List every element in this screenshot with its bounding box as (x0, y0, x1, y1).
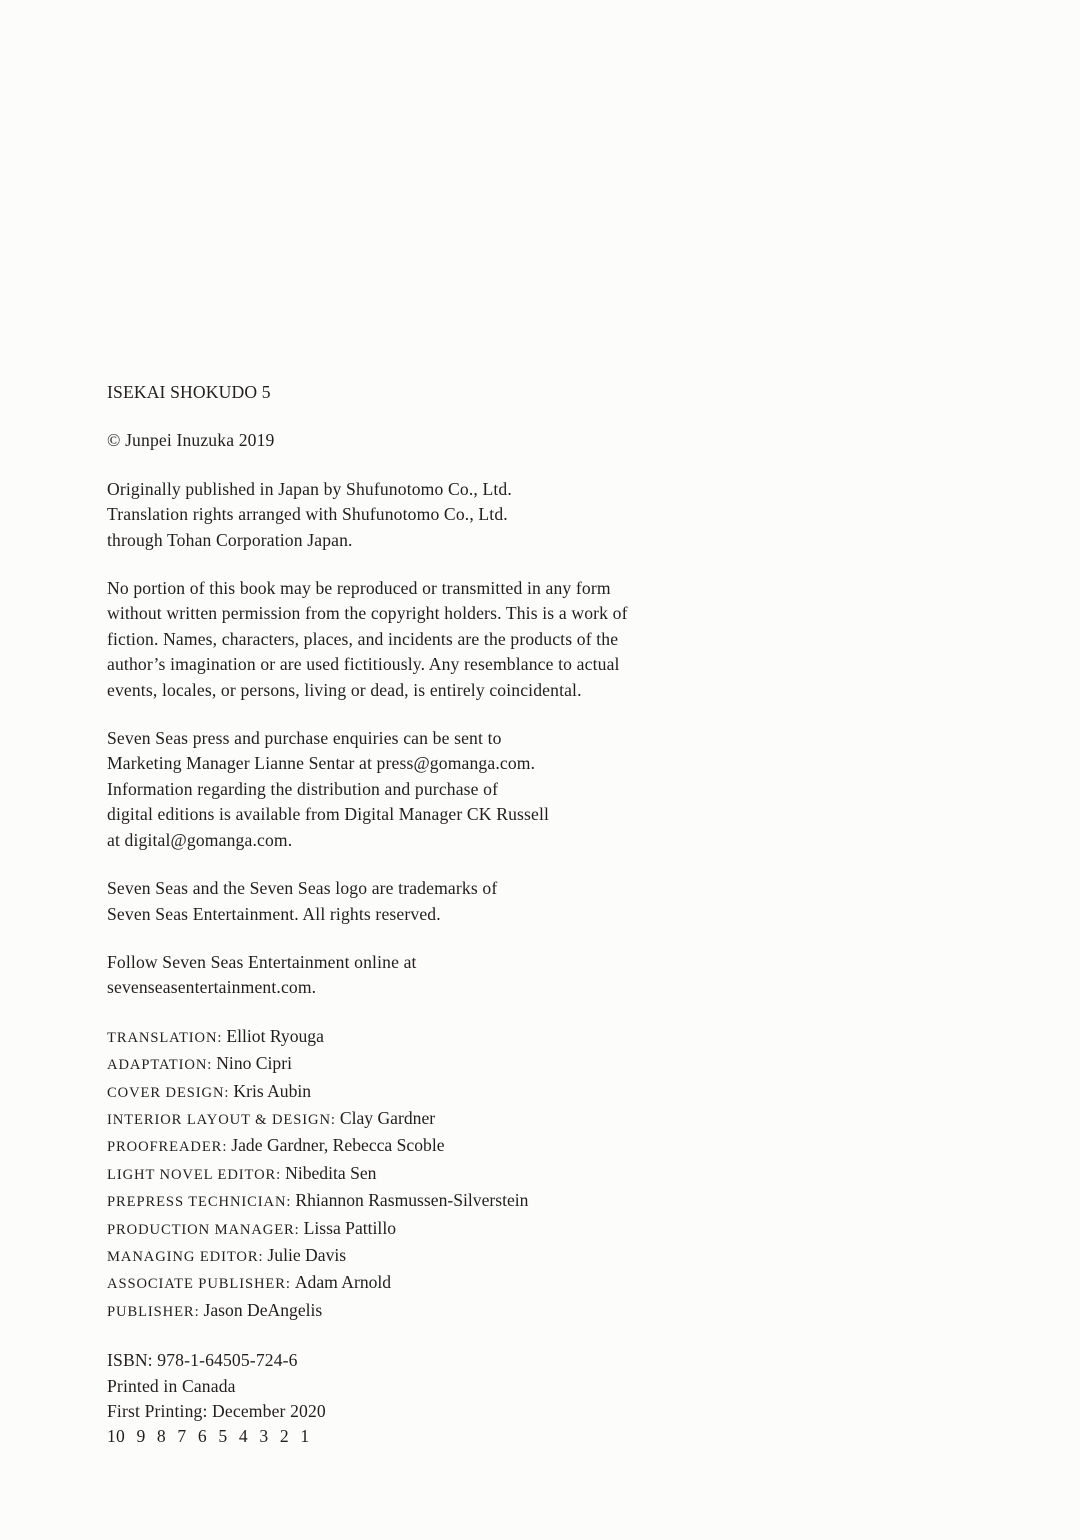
credit-line-proofreader (107, 1133, 987, 1160)
trademark-block (107, 876, 987, 927)
credit-line-cover-design (107, 1079, 987, 1106)
follow-line: sevenseasentertainment.com. (107, 977, 317, 998)
credit-role-label: PUBLISHER: (107, 1303, 200, 1320)
publication-block (107, 477, 987, 553)
credit-role-label: ADAPTATION: (107, 1057, 213, 1074)
contact-line: Marketing Manager Lianne Sentar at press@gomanga.com. (107, 753, 536, 774)
legal-line: author’s imagination or are used fictitiously. Any resemblance to actual (107, 654, 620, 675)
credit-role-label: TRANSLATION: (107, 1029, 223, 1046)
trademark-line: Seven Seas Entertainment. All rights reserved. (107, 903, 441, 924)
colophon-content (107, 380, 987, 1450)
contact-line: Seven Seas press and purchase enquiries can be sent to (107, 728, 502, 749)
follow-block (107, 950, 987, 1001)
copyright-block (107, 428, 987, 453)
publication-line: Translation rights arranged with Shufunotomo Co., Ltd. (107, 504, 508, 525)
legal-line: without written permission from the copyright holders. This is a work of (107, 603, 628, 624)
credit-line-production-manager (107, 1216, 987, 1243)
contact-block (107, 726, 987, 853)
legal-line: No portion of this book may be reproduced or transmitted in any form (107, 578, 611, 599)
legal-notice-block (107, 576, 987, 703)
credit-person: Adam Arnold (294, 1272, 392, 1293)
credit-role-label: MANAGING EDITOR: (107, 1248, 264, 1265)
credit-person: Lissa Pattillo (303, 1217, 397, 1238)
credit-line-adaptation (107, 1051, 987, 1078)
credit-person: Jade Gardner, Rebecca Scoble (231, 1135, 445, 1156)
printing-block (107, 1348, 987, 1450)
legal-line: fiction. Names, characters, places, and incidents are the products of the (107, 628, 619, 649)
credit-line-interior-layout (107, 1106, 987, 1133)
printed-in-line: Printed in Canada (107, 1375, 236, 1396)
publication-line: Originally published in Japan by Shufunotomo Co., Ltd. (107, 478, 512, 499)
credit-line-translation (107, 1024, 987, 1051)
contact-line: Information regarding the distribution and purchase of (107, 778, 499, 799)
credit-role-label: COVER DESIGN: (107, 1084, 230, 1101)
contact-line: at digital@gomanga.com. (107, 829, 293, 850)
credit-person: Jason DeAngelis (203, 1299, 323, 1320)
publication-line: through Tohan Corporation Japan. (107, 529, 353, 550)
credit-line-publisher (107, 1298, 987, 1325)
credit-line-associate-publisher (107, 1270, 987, 1297)
credit-person: Kris Aubin (233, 1080, 312, 1101)
credits-block (107, 1024, 987, 1325)
credit-line-prepress-technician (107, 1188, 987, 1215)
follow-line: Follow Seven Seas Entertainment online at (107, 951, 417, 972)
first-printing-line: First Printing: December 2020 (107, 1401, 326, 1421)
credit-person: Clay Gardner (339, 1107, 436, 1128)
credit-role-label: LIGHT NOVEL EDITOR: (107, 1166, 282, 1183)
trademark-line: Seven Seas and the Seven Seas logo are trademarks of (107, 878, 498, 899)
credit-role-label: INTERIOR LAYOUT & DESIGN: (107, 1111, 336, 1128)
credit-role-label: PREPRESS TECHNICIAN: (107, 1194, 292, 1211)
credit-line-light-novel-editor (107, 1161, 987, 1188)
credit-person: Julie Davis (267, 1244, 347, 1265)
credit-role-label: PRODUCTION MANAGER: (107, 1221, 300, 1238)
isbn-line: ISBN: 978-1-64505-724-6 (107, 1350, 298, 1371)
credit-role-label: PROOFREADER: (107, 1139, 228, 1156)
credit-person: Rhiannon Rasmussen-Silverstein (295, 1190, 529, 1211)
book-title: ISEKAI SHOKUDO 5 (107, 382, 271, 402)
credit-person: Nino Cipri (216, 1053, 292, 1074)
credit-person: Elliot Ryouga (226, 1025, 324, 1046)
credit-person: Nibedita Sen (285, 1162, 377, 1183)
copyright-line: © Junpei Inuzuka 2019 (107, 430, 275, 451)
legal-line: events, locales, or persons, living or dead, is entirely coincidental. (107, 679, 582, 700)
print-run-sequence: 10 9 8 7 6 5 4 3 2 1 (107, 1426, 310, 1447)
book-title-block (107, 380, 987, 405)
credit-role-label: ASSOCIATE PUBLISHER: (107, 1276, 291, 1293)
credit-line-managing-editor (107, 1243, 987, 1270)
contact-line: digital editions is available from Digital Manager CK Russell (107, 804, 550, 825)
